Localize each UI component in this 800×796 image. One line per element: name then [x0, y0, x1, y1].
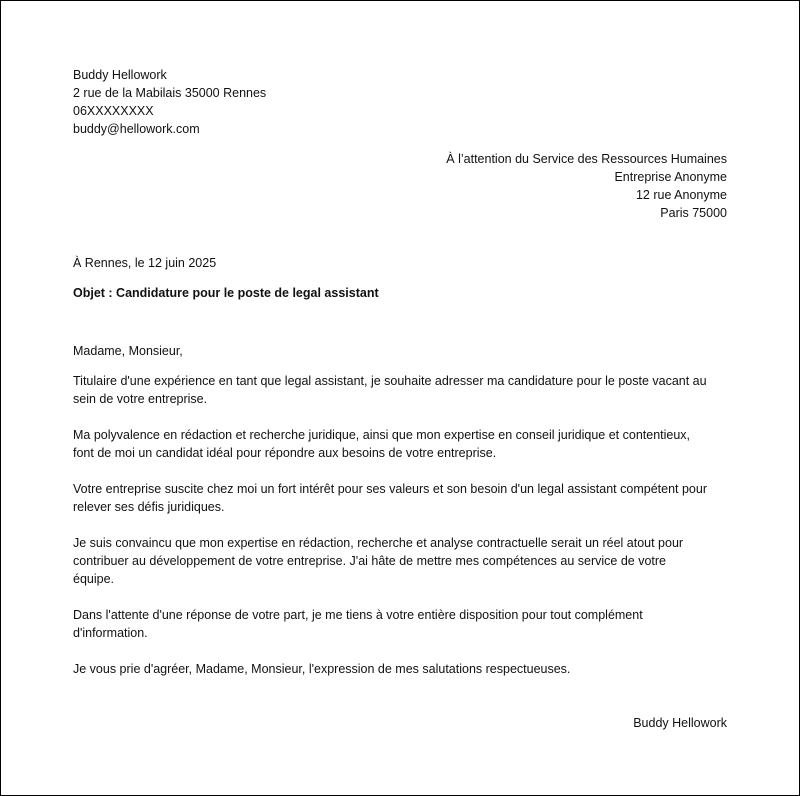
letter-closing: Je vous prie d'agréer, Madame, Monsieur, l'expression de mes salutations respectueuses.	[73, 662, 571, 676]
paragraph-line: Je suis convaincu que mon expertise en rédaction, recherche et analyse contractuelle serait un réel atout pour	[73, 536, 684, 550]
letter-salutation: Madame, Monsieur,	[73, 344, 183, 358]
letter-subject: Objet : Candidature pour le poste de legal assistant	[73, 286, 379, 300]
paragraph-line: Ma polyvalence en rédaction et recherche juridique, ainsi que mon expertise en conseil juridique et contentieux,	[73, 428, 691, 442]
paragraph-line: Votre entreprise suscite chez moi un fort intérêt pour ses valeurs et son besoin d'un legal assistant compétent pour	[73, 482, 707, 496]
sender-email: buddy@hellowork.com	[73, 122, 200, 136]
sender-name: Buddy Hellowork	[73, 68, 167, 82]
sender-address: 2 rue de la Mabilais 35000 Rennes	[73, 86, 267, 100]
body-paragraph	[73, 480, 733, 516]
paragraph-line: font de moi un candidat idéal pour répondre aux besoins de votre entreprise.	[73, 446, 497, 460]
body-paragraph	[73, 534, 733, 588]
recipient-street: 12 rue Anonyme	[635, 188, 727, 202]
recipient-attention: À l’attention du Service des Ressources Humaines	[446, 152, 727, 166]
body-paragraph	[73, 372, 733, 408]
paragraph-line: Titulaire d'une expérience en tant que legal assistant, je souhaite adresser ma candidature pour le poste vacant au	[73, 374, 707, 388]
paragraph-line: contribuer au développement de votre entreprise. J'ai hâte de mettre mes compétences au service de votre	[73, 554, 666, 568]
paragraph-line: d'information.	[73, 626, 148, 640]
paragraph-line: relever ses défis juridiques.	[73, 500, 225, 514]
body-paragraph	[73, 606, 733, 642]
sender-phone: 06XXXXXXXX	[73, 104, 154, 118]
paragraph-line: équipe.	[73, 572, 115, 586]
recipient-company: Entreprise Anonyme	[614, 170, 727, 184]
paragraph-line: Dans l'attente d'une réponse de votre part, je me tiens à votre entière disposition pour tout complément	[73, 608, 643, 622]
paragraph-line: sein de votre entreprise.	[73, 392, 208, 406]
recipient-block	[446, 150, 727, 222]
sender-block	[73, 66, 266, 138]
recipient-city: Paris 75000	[660, 206, 727, 220]
letter-date: À Rennes, le 12 juin 2025	[73, 256, 217, 270]
body-paragraph	[73, 426, 733, 462]
letter-signature: Buddy Hellowork	[633, 716, 727, 730]
